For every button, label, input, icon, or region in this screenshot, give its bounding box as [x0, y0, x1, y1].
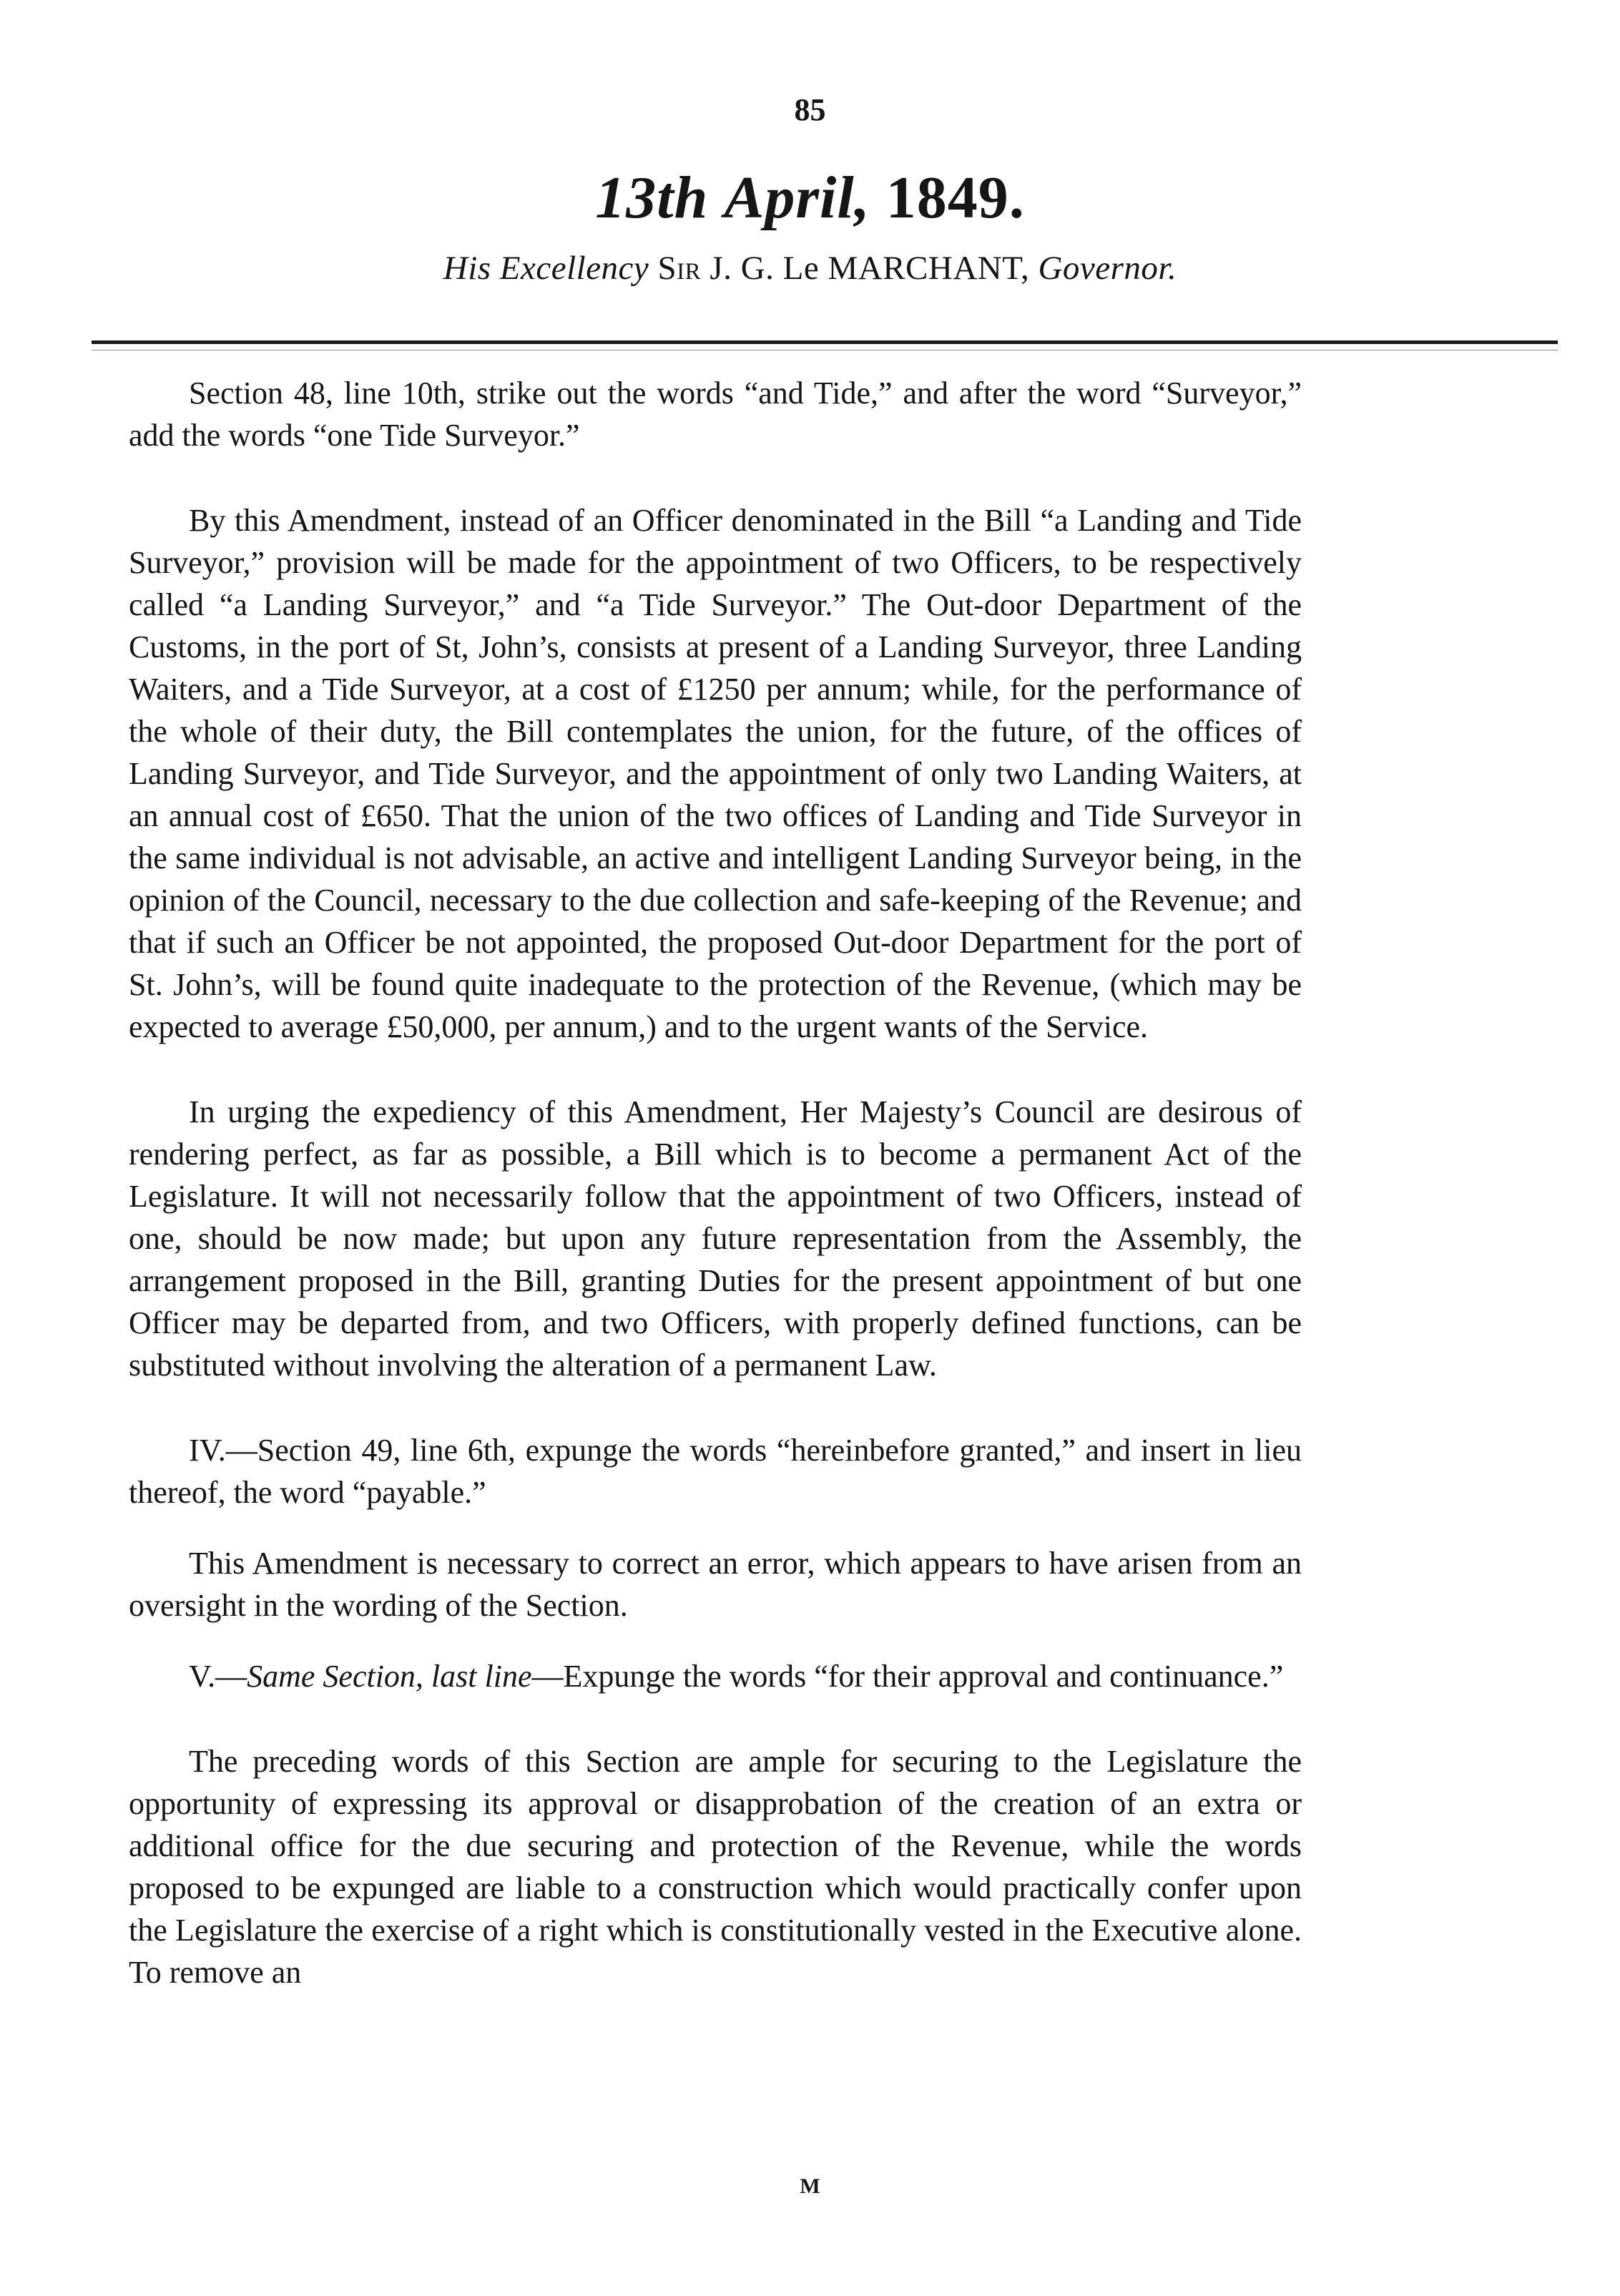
governor-prefix: His Excellency [443, 250, 649, 287]
paragraph-amendment-iv-reason: This Amendment is necessary to correct an error, which appears to have arisen from an oversight in the wording of the Section. [129, 1546, 1302, 1623]
paragraph-expediency: In urging the expediency of this Amendment, Her Majesty’s Council are desirous of rendering perfect, as far as possible, a Bill which is to become a permanent Act of the Legislature. It will not necessarily follow that the appointment of two Officers, instead of one, should be now made; but upon any future representation from the Assembly, the arrangement proposed in the Bill, granting Duties for the present appointment of but one Officer may be departed from, and two Officers, with properly defined functions, can be substituted without involving the alteration of a permanent Law. [129, 1094, 1302, 1383]
amendment-v-rest: —Expunge the words “for their approval and continuance.” [531, 1659, 1284, 1694]
date-heading [0, 163, 1620, 232]
paragraph-amendment-explanation: By this Amendment, instead of an Officer denominated in the Bill “a Landing and Tide Surveyor,” provision will be made for the appointment of two Officers, to be respectively called “a Landing Surveyor,” and “a Tide Surveyor.” The Out-door Department of the Customs, in the port of St, John’s, consists at present of a Landing Surveyor, three Landing Waiters, and a Tide Surveyor, at a cost of £1250 per annum; while, for the performance of the whole of their duty, the Bill contemplates the union, for the future, of the offices of Landing Surveyor, and Tide Surveyor, and the appointment of only two Landing Waiters, at an annual cost of £650. That the union of the two offices of Landing and Tide Surveyor in the same individual is not advisable, an active and intelligent Landing Surveyor being, in the opinion of the Council, necessary to the due collection and safe-keeping of the Revenue; and that if such an Officer be not appointed, the proposed Out-door Department for the port of St. John’s, will be found quite inadequate to the protection of the Revenue, (which may be expected to average £50,000, per annum,) and to the urgent wants of the Service. [129, 503, 1302, 1044]
governor-line [0, 249, 1620, 288]
governor-name: J. G. Le MARCHANT, [710, 250, 1030, 287]
paragraph-preceding-words: The preceding words of this Section are ample for securing to the Legislature the opportunity of expressing its approval or disapprobation of the creation of an extra or additional office for the due securing and protection of the Revenue, while the words proposed to be expunged are liable to a construction which would practically confer upon the Legislature the exercise of a right which is constitutionally vested in the Executive alone. To remove an [129, 1744, 1302, 1990]
paragraph-amendment-iv: IV.—Section 49, line 6th, expunge the words “hereinbefore granted,” and insert in lieu thereof, the word “payable.” [129, 1433, 1302, 1510]
governor-title: Sir [657, 250, 702, 287]
header-rule [92, 340, 1558, 344]
paragraph-section-48: Section 48, line 10th, strike out the words “and Tide,” and after the word “Surveyor,” add the words “one Tide Surveyor.” [129, 376, 1302, 453]
signature-mark: M [800, 2174, 820, 2198]
paragraph-amendment-v [129, 1655, 1302, 1697]
amendment-v-lead: V.— [189, 1659, 247, 1694]
date-day: 13th [595, 165, 709, 231]
date-month: April, [724, 165, 870, 231]
governor-role: Governor. [1038, 250, 1177, 287]
date-year: 1849. [885, 165, 1025, 231]
body-text [129, 372, 1302, 2036]
amendment-v-italic: Same Section, last line [247, 1659, 532, 1694]
page-number: 85 [794, 92, 826, 127]
